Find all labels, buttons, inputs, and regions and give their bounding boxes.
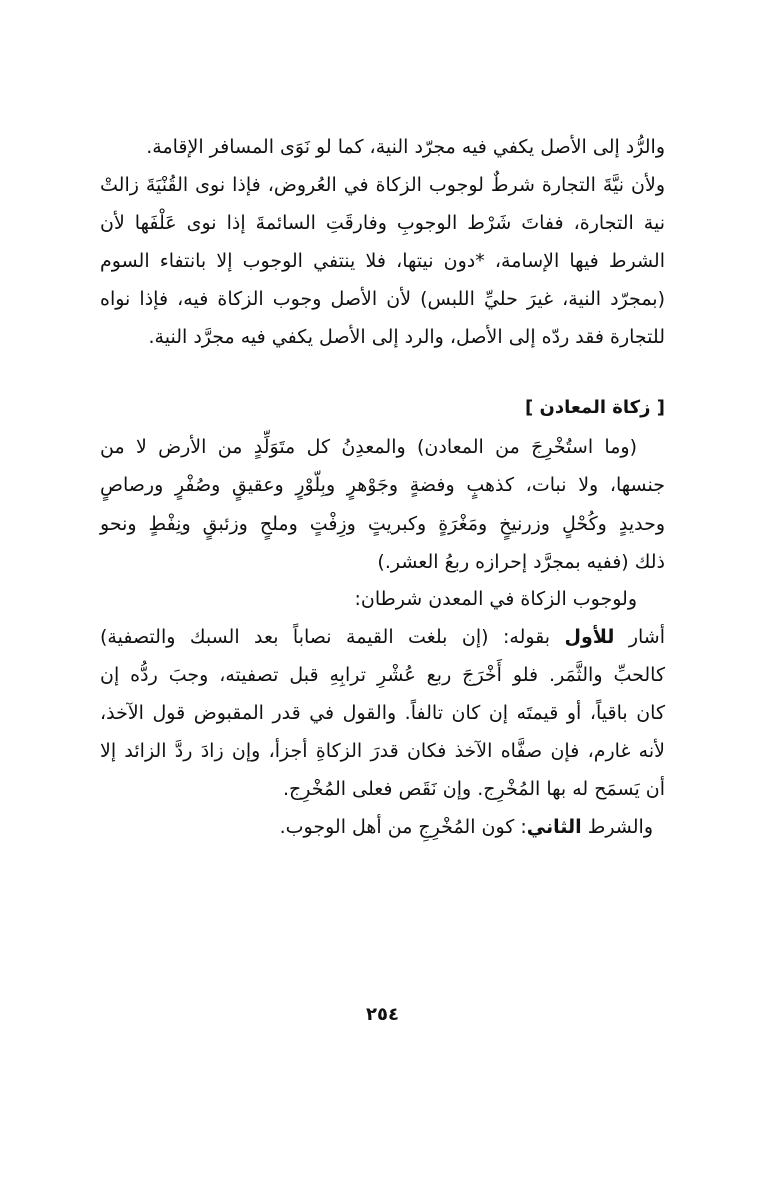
paragraph-3-line-2: كالحبِّ والثَّمَر. فلو أَخْرَجَ ربع عُشْرِ ترابِهِ قبل تصفيته، وجبَ ردُّه إن — [100, 664, 665, 686]
paragraph-3-line-5: أن يَسمَح له بها المُخْرِج. وإن نَقَص فعلى المُخْرِج. — [282, 778, 665, 800]
page-number: ٢٥٤ — [366, 1004, 399, 1025]
paragraph-1-line-3: نية التجارة، ففاتَ شَرْط الوجوبِ وفارقَتِ السائمةَ إذا نوى عَلْفَها لأن — [100, 212, 665, 234]
paragraph-3-line-1 — [100, 618, 665, 656]
paragraph-2-line-1: (وما استُخْرِجَ من المعادن) والمعدِنُ كل متَوَلِّدٍ من الأرض لا من — [100, 436, 637, 458]
paragraph-3-bold-term: للأول — [564, 626, 615, 648]
paragraph-4-rest: : كون المُخْرِجِ من أهل الوجوب. — [279, 816, 527, 838]
paragraph-1-line-4: الشرط فيها الإسامة، *دون نيتها، فلا ينتفي الوجوب إلا بانتفاء السوم — [100, 250, 665, 272]
conditions-intro: ولوجوب الزكاة في المعدن شرطان: — [354, 588, 637, 610]
paragraph-4-line-1 — [100, 808, 653, 846]
paragraph-3-prefix: أشار — [614, 626, 666, 648]
paragraph-1-line-2: ولأن نيَّةَ التجارة شرطٌ لوجوب الزكاة في العُروض، فإذا نوى القُنْيَةَ زالتْ — [100, 174, 665, 196]
paragraph-1-line-5: (بمجرّد النية، غيرَ حليِّ اللبس) لأن الأصل وجوب الزكاة فيه، فإذا نواه — [100, 288, 665, 310]
paragraph-4-prefix: والشرط — [581, 816, 653, 838]
paragraph-2-line-2: جنسها، ولا نبات، كذهبٍ وفضةٍ وجَوْهرٍ وبِلّوْرٍ وعقيقٍ وصُفْرٍ ورصاصٍ — [100, 474, 665, 496]
paragraph-3-line-3: كان باقياً، أو قيمتَه إن كان تالفاً. والقول في قدر المقبوض قول الآخذ، — [100, 702, 665, 724]
paragraph-3-line-4: لأنه غارم، فإن صفَّاه الآخذ فكان قدرَ الزكاةِ أجزأ، وإن زادَ ردَّ الزائد إلا — [100, 740, 665, 762]
section-heading: [ زكاة المعادن ] — [525, 397, 665, 418]
paragraph-4-bold-term: الثاني — [526, 816, 582, 838]
paragraph-1-line-1: والرُّد إلى الأصل يكفي فيه مجرّد النية، كما لو نَوَى المسافر الإقامة. — [146, 136, 665, 158]
paragraph-2-line-4: ذلك (ففيه بمجرَّد إحرازه ربعُ العشر.) — [377, 551, 665, 573]
paragraph-3-rest: بقوله: (إن بلغت القيمة نصاباً بعد السبك والتصفية) — [100, 626, 565, 648]
paragraph-1-line-6: للتجارة فقد ردّه إلى الأصل، والرد إلى الأصل يكفي فيه مجرَّد النية. — [148, 326, 665, 348]
paragraph-2-line-3: وحديدٍ وكُحْلٍ وزرنيخٍ ومَغْرَةٍ وكبريتٍ وزِفْتٍ وملحٍ وزئبقٍ ونِفْطٍ ونحو — [100, 513, 665, 535]
